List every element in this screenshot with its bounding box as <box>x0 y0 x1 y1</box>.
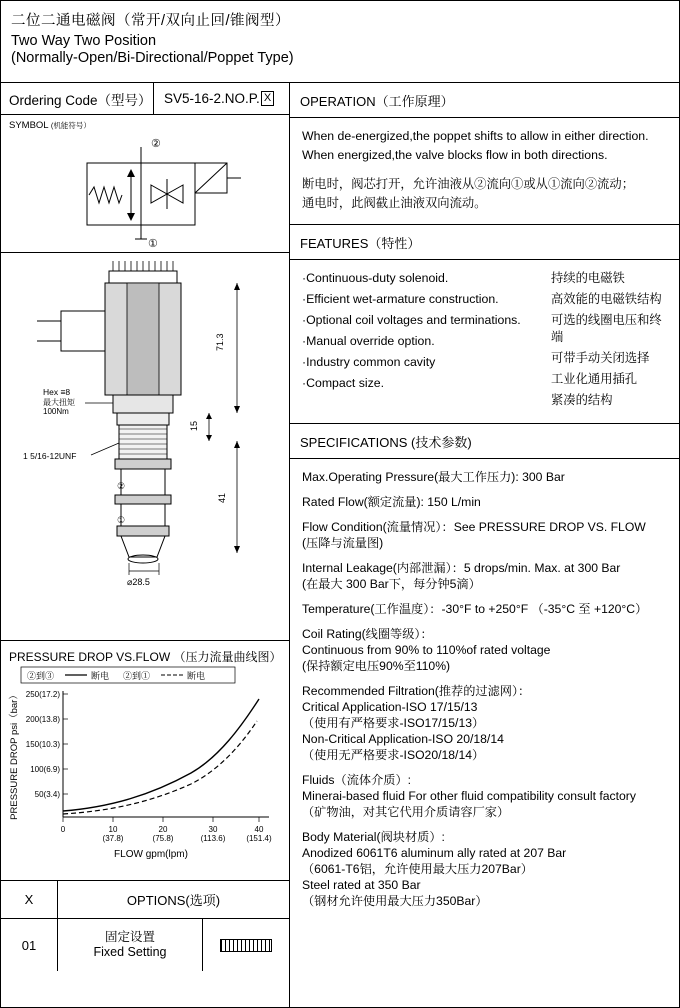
spec-filtration-critical: Critical Application-ISO 17/15/13 <box>302 700 478 714</box>
spec-body-material-steel-cn: （钢材允许使用最大压力350Bar） <box>302 894 488 908</box>
svg-text:30: 30 <box>208 825 218 834</box>
spec-fluids-cn: （矿物油，对其它代用介质请容厂家） <box>302 805 510 819</box>
right-column <box>290 83 679 1008</box>
features-cn-list <box>551 270 669 413</box>
feature-en-5: ·Industry common cavity <box>302 355 436 369</box>
section-drawing <box>1 253 289 641</box>
symbol-section <box>1 115 289 253</box>
symbol-title-en: SYMBOL <box>9 120 49 131</box>
svg-text:(151.4): (151.4) <box>246 834 272 843</box>
feature-en-3: ·Optional coil voltages and terminations. <box>302 313 521 327</box>
left-column <box>1 83 290 1008</box>
feature-en-4: ·Manual override option. <box>302 334 435 348</box>
svg-text:(37.8): (37.8) <box>102 834 124 843</box>
legend-2: ②到① <box>123 671 151 681</box>
operation-cn-1: 断电时，阀芯打开，允许油液从②流向①或从①流向②流动； <box>302 177 635 191</box>
option-description-cn: 固定设置 <box>104 930 155 944</box>
svg-text:0: 0 <box>60 825 66 834</box>
drawing-port-2: ② <box>117 481 126 491</box>
features-en-list <box>302 270 551 413</box>
hex-note-line1: Hex ≡8 <box>43 387 71 397</box>
features-heading: FEATURES（特性） <box>290 225 679 260</box>
svg-text:断电: 断电 <box>187 671 206 681</box>
legend-1: ②到③ <box>27 671 55 681</box>
dim-71-3: 71.3 <box>215 333 225 351</box>
thread-note: 1 5/16-12UNF <box>23 451 77 461</box>
spec-coil-rating-cn: (保持额定电压90%至110%) <box>302 659 451 673</box>
symbol-title <box>1 115 289 131</box>
feature-cn-3: 可选的线圈电压和终端 <box>551 313 662 344</box>
page-header <box>1 1 679 83</box>
svg-text:20: 20 <box>158 825 168 834</box>
section-operation <box>290 83 679 225</box>
spec-filtration-noncritical-cn: （使用无严格要求-ISO20/18/14） <box>302 748 485 762</box>
chart-ylabel: PRESSURE DROP psi（bar） <box>9 690 20 820</box>
spec-rated-flow: Rated Flow(额定流量): 150 L/min <box>302 495 481 509</box>
feature-cn-5: 工业化通用插孔 <box>551 372 638 386</box>
operation-heading: OPERATION（工作原理） <box>290 83 679 118</box>
dim-diameter: ⌀28.5 <box>127 577 150 587</box>
options-header-row <box>1 881 289 919</box>
feature-cn-4: 可带手动关闭选择 <box>551 351 650 365</box>
spec-internal-leakage: Internal Leakage(内部泄漏）：5 drops/min. Max. at 300 Bar <box>302 561 621 575</box>
spec-filtration: Recommended Filtration(推荐的过滤网）： <box>302 684 531 698</box>
drawing-port-1: ① <box>117 515 126 525</box>
ordering-code-text: SV5-16-2.NO.P. <box>164 91 260 106</box>
hex-note-line3: 100Nm <box>43 407 69 416</box>
feature-cn-2: 高效能的电磁铁结构 <box>551 292 662 306</box>
svg-text:(113.6): (113.6) <box>200 834 226 843</box>
feature-cn-6: 紧凑的结构 <box>551 393 613 407</box>
dim-41: 41 <box>217 492 227 503</box>
svg-text:50(3.4): 50(3.4) <box>34 790 60 799</box>
spec-flow-condition-cn: (压降与流量图) <box>302 536 384 550</box>
spec-coil-rating: Coil Rating(线圈等级）： <box>302 627 433 641</box>
curve-title: PRESSURE DROP VS.FLOW （压力流量曲线图） <box>9 650 282 664</box>
section-features <box>290 225 679 424</box>
options-col-title-header: OPTIONS(选项) <box>57 881 289 918</box>
ordering-code-row <box>1 83 289 115</box>
spec-body-material: Body Material(阀块材质）: <box>302 830 445 844</box>
ordering-code-option-box: X <box>261 91 274 106</box>
option-description-en: Fixed Setting <box>93 945 167 959</box>
spec-flow-condition: Flow Condition(流量情况）：See PRESSURE DROP VS. FLOW <box>302 520 646 534</box>
feature-cn-1: 持续的电磁铁 <box>551 271 625 285</box>
chart-xlabel: FLOW gpm(lpm) <box>114 849 188 860</box>
option-code: 01 <box>21 937 37 953</box>
svg-text:200(13.8): 200(13.8) <box>25 715 60 724</box>
svg-text:40: 40 <box>254 825 264 834</box>
features-body <box>290 260 679 423</box>
symbol-port-1-label: ① <box>148 238 158 250</box>
svg-text:断电: 断电 <box>91 671 110 681</box>
svg-text:100(6.9): 100(6.9) <box>30 765 60 774</box>
feature-en-1: ·Continuous-duty solenoid. <box>302 271 449 285</box>
dim-15: 15 <box>189 420 199 431</box>
operation-body <box>290 118 679 224</box>
pressure-drop-chart <box>1 665 289 880</box>
options-col-x-header: X <box>24 892 34 907</box>
ordering-code-label: Ordering Code（型号） <box>9 92 152 108</box>
spec-body-material-alu: Anodized 6061T6 aluminum ally rated at 207 Bar <box>302 846 567 860</box>
svg-text:10: 10 <box>108 825 118 834</box>
section-pressure-drop-curve <box>1 641 289 881</box>
operation-cn-2: 通电时，此阀截止油液双向流动。 <box>302 196 487 210</box>
symbol-title-cn: (机能符号） <box>50 121 91 130</box>
header-title-cn: 二位二通电磁阀（常开/双向止回/锥阀型） <box>11 13 291 29</box>
specifications-body <box>290 459 679 928</box>
spring-icon <box>220 939 272 952</box>
valve-cross-section-drawing <box>1 253 289 641</box>
feature-en-2: ·Efficient wet-armature construction. <box>302 292 499 306</box>
svg-text:250(17.2): 250(17.2) <box>25 690 60 699</box>
ordering-code-value <box>153 83 289 114</box>
hex-note-line2: 最大扭矩 <box>43 398 75 407</box>
spec-fluids: Fluids（流体介质）: <box>302 773 412 787</box>
header-title-en-2: (Normally-Open/Bi-Directional/Poppet Type) <box>11 50 294 66</box>
operation-en-1: When de-energized,the poppet shifts to allow in either direction. <box>302 129 649 143</box>
header-title-en-1: Two Way Two Position <box>11 33 157 49</box>
symbol-diagram <box>1 135 290 250</box>
operation-en-2: When energized,the valve blocks flow in both directions. <box>302 148 608 162</box>
option-description <box>57 919 203 971</box>
spec-body-material-alu-cn: （6061-T6铝，允许使用最大压力207Bar） <box>302 862 533 876</box>
spec-temperature: Temperature(工作温度）：-30°F to +250°F （-35°C 至 +120°C） <box>302 602 648 616</box>
svg-text:150(10.3): 150(10.3) <box>25 740 60 749</box>
spec-filtration-critical-cn: （使用有严格要求-ISO17/15/13） <box>302 716 485 730</box>
spec-body-material-steel: Steel rated at 350 Bar <box>302 878 421 892</box>
spec-filtration-noncritical: Non-Critical Application-ISO 20/18/14 <box>302 732 504 746</box>
spec-max-pressure: Max.Operating Pressure(最大工作压力): 300 Bar <box>302 470 565 484</box>
symbol-port-2-label: ② <box>151 138 161 150</box>
svg-text:(75.8): (75.8) <box>152 834 174 843</box>
specifications-heading: SPECIFICATIONS (技术参数) <box>290 424 679 459</box>
spec-internal-leakage-cn: (在最大 300 Bar下，每分钟5滴） <box>302 577 481 591</box>
feature-en-6: ·Compact size. <box>302 376 385 390</box>
option-icon-cell <box>203 919 289 971</box>
spec-coil-rating-detail: Continuous from 90% to 110%of rated voltage <box>302 643 551 657</box>
options-row <box>1 919 289 971</box>
spec-fluids-detail: Minerai-based fluid For other fluid compatibility consult factory <box>302 789 636 803</box>
section-specifications <box>290 424 679 928</box>
